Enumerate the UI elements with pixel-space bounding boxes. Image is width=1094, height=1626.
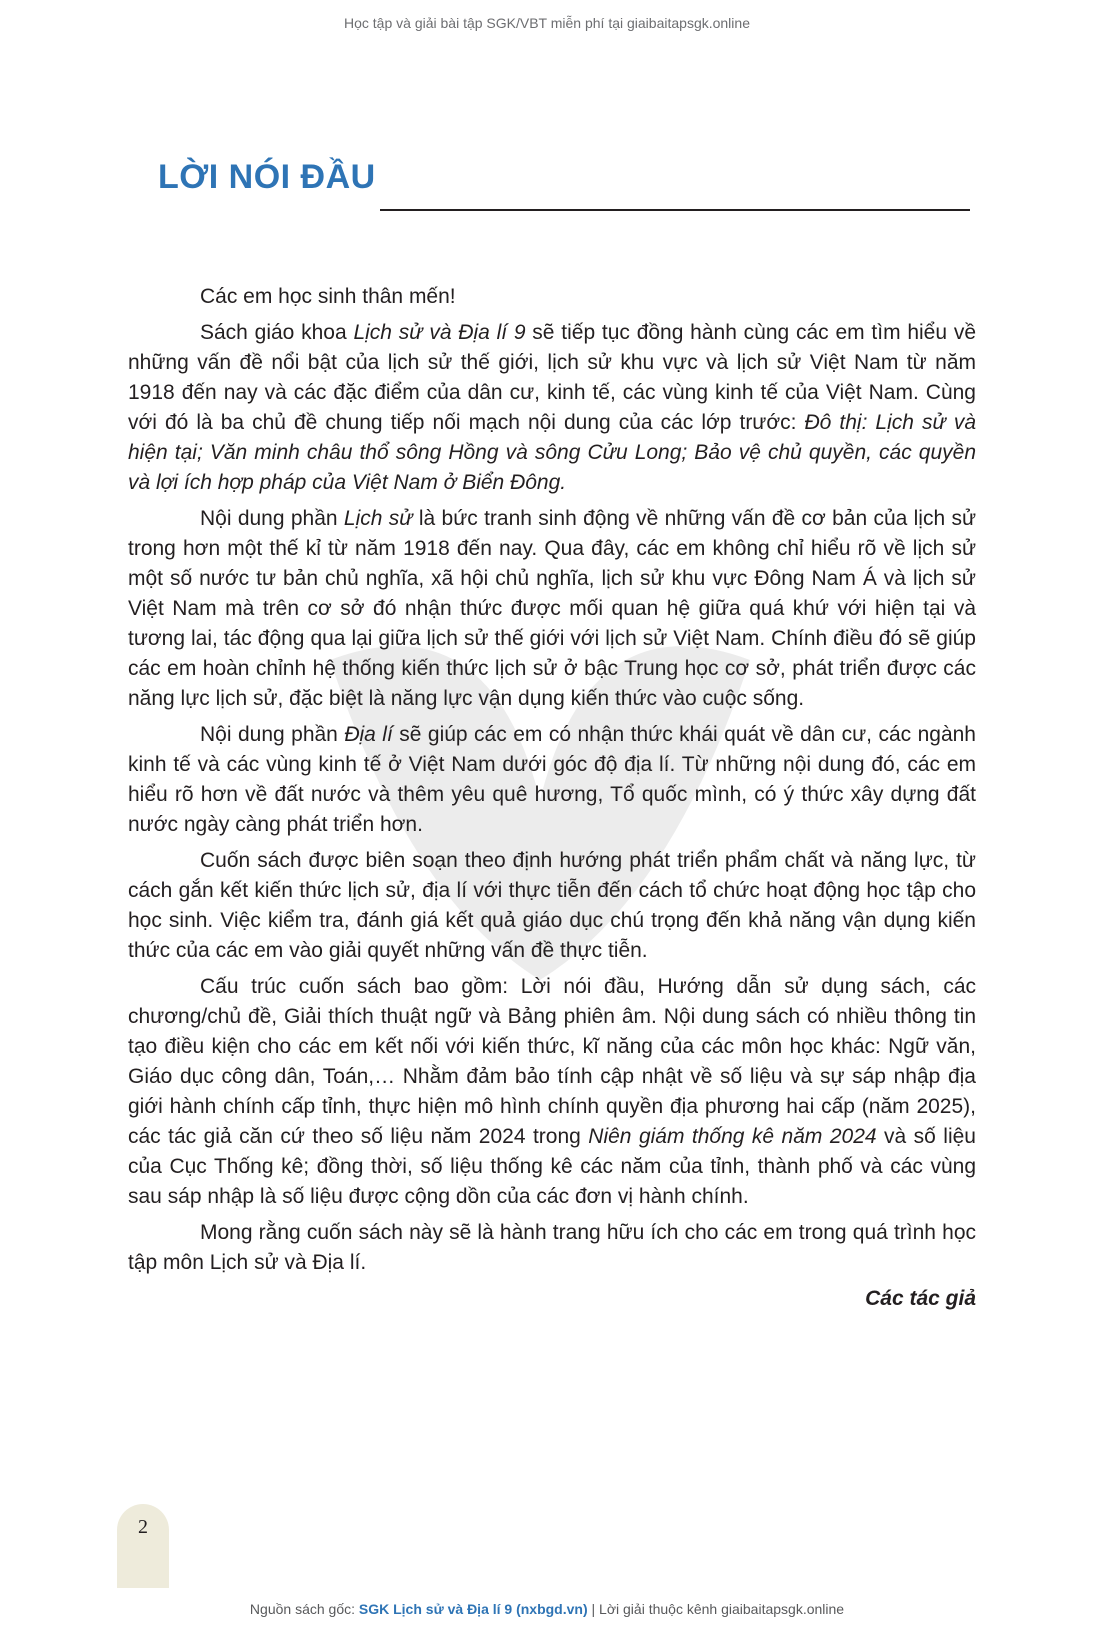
page-title: LỜI NÓI ĐẦU bbox=[158, 158, 376, 196]
paragraph-history bbox=[128, 504, 976, 714]
topics-list: Đô thị: Lịch sử và hiện tại; Văn minh châu thổ sông Hồng và sông Cửu Long; Bảo vệ chủ quyền, các quyền và lợi ích hợp pháp của Việt Nam ở Biển Đông. bbox=[128, 411, 976, 494]
geography-term: Địa lí bbox=[344, 723, 393, 746]
paragraph-intro bbox=[128, 318, 976, 498]
greeting: Các em học sinh thân mến! bbox=[200, 285, 456, 308]
paragraph-structure bbox=[128, 972, 976, 1212]
statistics-yearbook-title: Niên giám thống kê năm 2024 bbox=[588, 1125, 877, 1148]
paragraph-history-text: Nội dung phần bbox=[200, 507, 344, 530]
paragraph-structure-text-cont: và số liệu của Cục Thống kê; đồng thời, số liệu thống kê các năm của tỉnh, thành phố và các vùng sau sáp nhập là số liệu được cộng dồn của các đơn vị hành chính. bbox=[128, 1125, 976, 1208]
book-title: Lịch sử và Địa lí 9 bbox=[353, 321, 526, 344]
paragraph-history-text-cont: là bức tranh sinh động về những vấn đề cơ bản của lịch sử trong hơn một thế kỉ từ năm 1918 đến nay. Qua đây, các em không chỉ hiểu rõ về lịch sử một số nước tư bản chủ nghĩa, xã hội chủ nghĩa, lịch sử khu vực Đông Nam Á và lịch sử Việt Nam mà trên cơ sở đó nhận thức được mối quan hệ giữa quá khứ với hiện tại và tương lai, tác động qua lại giữa lịch sử thế giới với lịch sử Việt Nam. Chính điều đó sẽ giúp các em hoàn chỉnh hệ thống kiến thức lịch sử ở bậc Trung học cơ sở, phát triển được các năng lực lịch sử, đặc biệt là năng lực vận dụng kiến thức vào cuộc sống. bbox=[128, 507, 977, 710]
paragraph-approach: Cuốn sách được biên soạn theo định hướng phát triển phẩm chất và năng lực, từ cách gắn kết kiến thức lịch sử, địa lí với thực tiễn đến cách tổ chức hoạt động học tập cho học sinh. Việc kiểm tra, đánh giá kết quả giáo dục chú trọng đến khả năng vận dụng kiến thức của các em vào giải quyết những vấn đề thực tiễn. bbox=[128, 849, 976, 962]
signature: Các tác giả bbox=[865, 1287, 976, 1310]
paragraph-intro-text: Sách giáo khoa bbox=[200, 321, 354, 344]
footer bbox=[0, 1601, 1094, 1617]
preface-body bbox=[128, 282, 976, 1320]
title-underline-rule bbox=[380, 209, 970, 211]
footer-prefix: Nguồn sách gốc: bbox=[249, 1601, 359, 1617]
paragraph-geography bbox=[128, 720, 976, 840]
history-term: Lịch sử bbox=[343, 507, 413, 530]
paragraph-structure-text: Cấu trúc cuốn sách bao gồm: Lời nói đầu, Hướng dẫn sử dụng sách, các chương/chủ đề, Giải thích thuật ngữ và Bảng phiên âm. Nội dung sách có nhiều thông tin tạo điều kiện cho các em kết nối với kiến thức, kĩ năng của các môn học khác: Ngữ văn, Giáo dục công dân, Toán,… Nhằm đảm bảo tính cập nhật về số liệu và sự sáp nhập địa giới hành chính cấp tỉnh, thực hiện mô hình chính quyền địa phương hai cấp (năm 2025), các tác giả căn cứ theo số liệu năm 2024 trong bbox=[128, 975, 976, 1148]
footer-source-link[interactable]: SGK Lịch sử và Địa lí 9 (nxbgd.vn) bbox=[358, 1601, 588, 1617]
top-banner: Học tập và giải bài tập SGK/VBT miễn phí tại giaibaitapsgk.online bbox=[344, 15, 750, 31]
paragraph-intro-text-cont: sẽ tiếp tục đồng hành cùng các em tìm hiểu về những vấn đề nổi bật của lịch sử thế giới, lịch sử khu vực và lịch sử Việt Nam từ năm 1918 đến nay và các đặc điểm của dân cư, kinh tế, các vùng kinh tế của Việt Nam. Cùng với đó là ba chủ đề chung tiếp nối mạch nội dung của các lớp trước: bbox=[128, 321, 976, 434]
paragraph-geography-text-cont: sẽ giúp các em có nhận thức khái quát về dân cư, các ngành kinh tế và các vùng kinh tế ở Việt Nam dưới góc độ địa lí. Từ những nội dung đó, các em hiểu rõ hơn về đất nước và thêm yêu quê hương, Tổ quốc mình, có ý thức xây dựng đất nước ngày càng phát triển hơn. bbox=[128, 723, 976, 836]
page-number: 2 bbox=[138, 1516, 148, 1538]
paragraph-closing: Mong rằng cuốn sách này sẽ là hành trang hữu ích cho các em trong quá trình học tập môn Lịch sử và Địa lí. bbox=[128, 1221, 976, 1274]
paragraph-geography-text: Nội dung phần bbox=[200, 723, 345, 746]
footer-suffix: | Lời giải thuộc kênh giaibaitapsgk.online bbox=[587, 1601, 845, 1617]
